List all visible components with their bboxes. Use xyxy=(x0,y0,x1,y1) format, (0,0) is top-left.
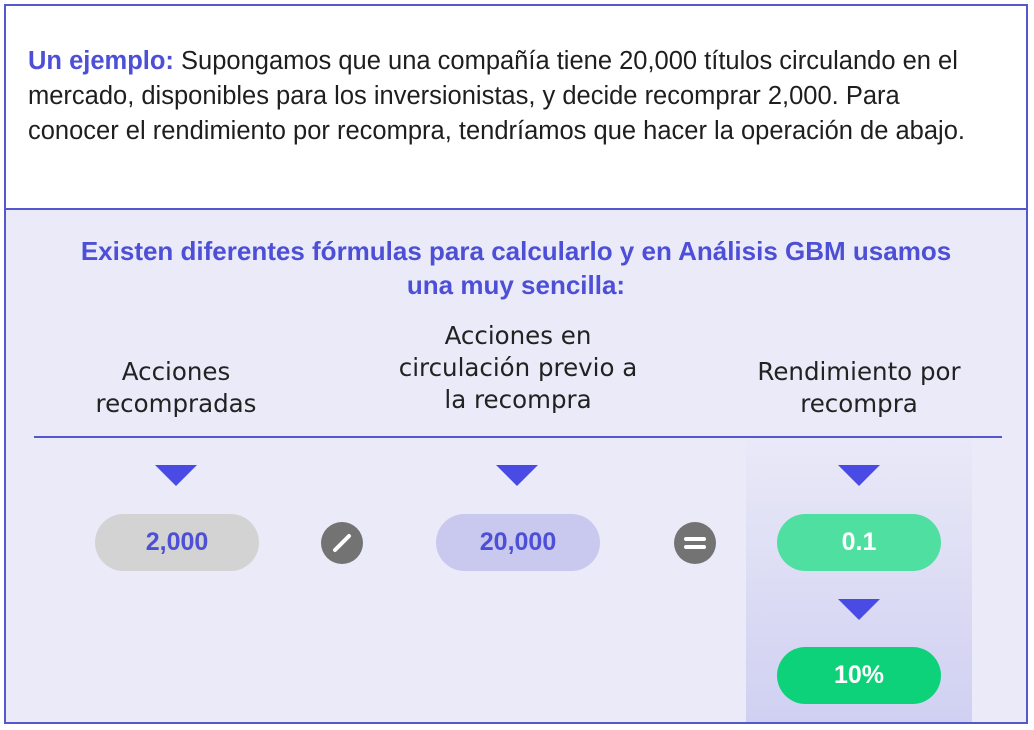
repurchased-shares-pill: 2,000 xyxy=(95,514,259,571)
intro-lead: Un ejemplo: xyxy=(28,47,174,75)
formula-headline: Existen diferentes fórmulas para calcularlo y en Análisis GBM usamos una muy sencilla: xyxy=(80,236,952,300)
intro-box xyxy=(6,6,1026,210)
down-triangle-icon xyxy=(838,465,880,486)
formula-panel xyxy=(6,210,1026,722)
result-decimal-pill: 0.1 xyxy=(777,514,941,571)
divide-icon xyxy=(321,522,363,564)
equals-icon xyxy=(674,522,716,564)
label-outstanding-shares: Acciones en circulación previo a la recompra xyxy=(398,321,638,414)
intro-paragraph xyxy=(28,44,988,149)
down-triangle-icon xyxy=(155,465,197,486)
outstanding-shares-pill: 20,000 xyxy=(436,514,600,571)
header-divider xyxy=(34,436,1002,438)
down-triangle-icon xyxy=(838,599,880,620)
result-percent-pill: 10% xyxy=(777,647,941,704)
intro-text: Supongamos que una compañía tiene 20,000 títulos circulando en el mercado, disponibles para los inversionistas, y decide recomprar 2,000. Para conocer el rendimiento por recompra, tendríamos que hacer la operación de abajo. xyxy=(28,47,965,145)
label-buyback-yield: Rendimiento por recompra xyxy=(757,357,961,418)
label-repurchased-shares: Acciones recompradas xyxy=(95,357,257,418)
down-triangle-icon xyxy=(496,465,538,486)
infographic-frame xyxy=(4,4,1028,724)
